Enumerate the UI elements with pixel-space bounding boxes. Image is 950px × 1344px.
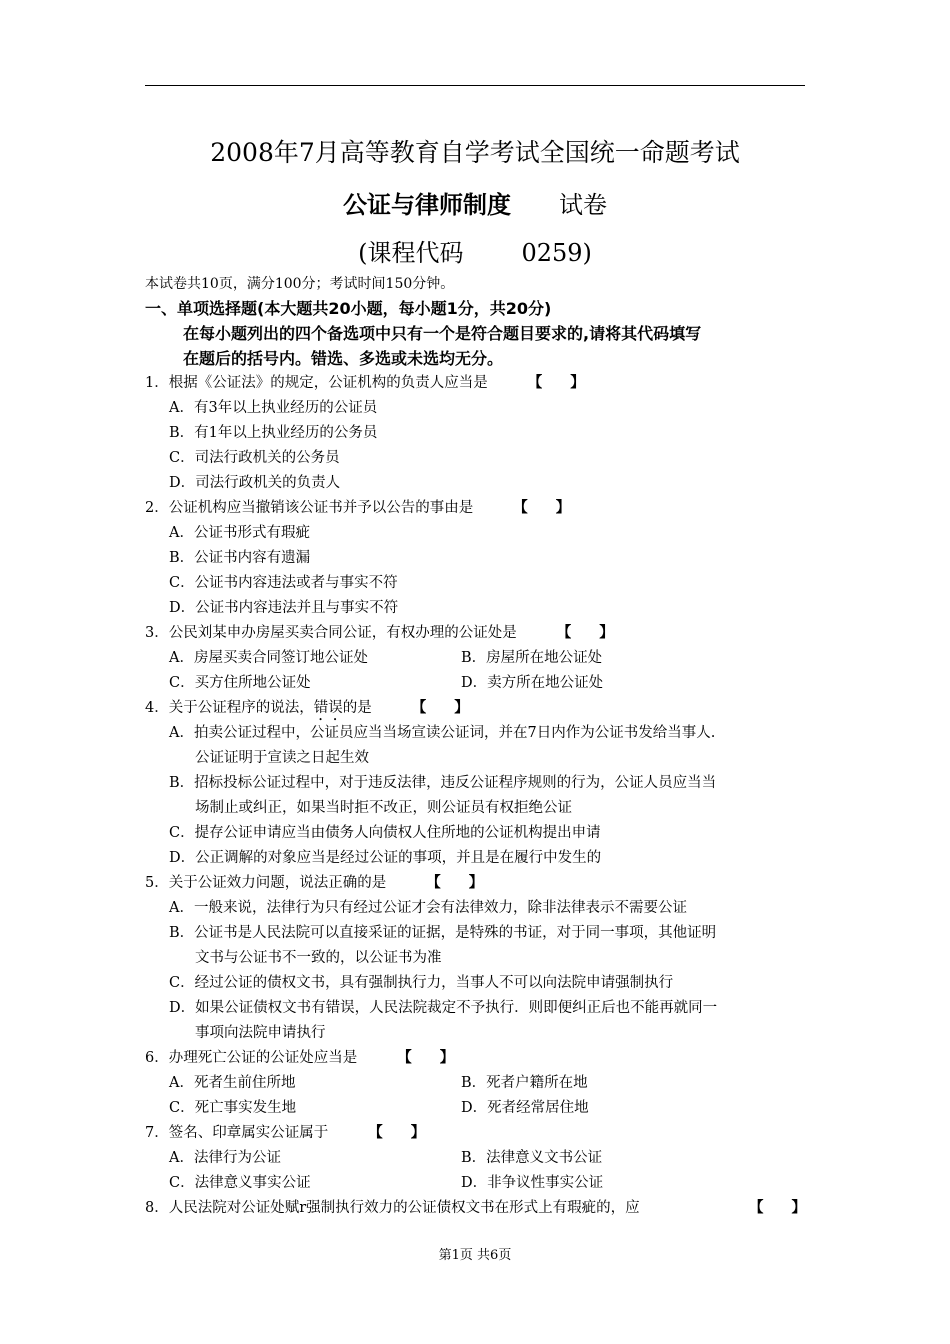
option-row	[145, 671, 815, 696]
question-stem: 2．公证机构应当撤销该公证书并予以公告的事由是	[145, 500, 474, 516]
question-stem: 1．根据《公证法》的规定，公证机构的负责人应当是	[145, 375, 488, 391]
course-title	[0, 185, 950, 220]
question-5	[145, 871, 815, 896]
option: C．提存公证申请应当由债务人向债权人住所地的公证机构提出申请	[169, 825, 601, 841]
option: B．公证书内容有遗漏	[169, 550, 311, 566]
option-row	[145, 1071, 815, 1096]
question-stem: 6．办理死亡公证的公证处应当是	[145, 1050, 358, 1066]
answer-bracket: 【 】	[397, 1050, 455, 1066]
option: A．死者生前住所地	[169, 1075, 296, 1091]
option: C．买方住所地公证处	[169, 675, 311, 691]
page-number: 第1页 共6页	[438, 1248, 512, 1263]
answer-bracket: 【 】	[411, 700, 469, 716]
option: A．有3年以上执业经历的公证员	[169, 400, 378, 416]
option: C．公证书内容违法或者与事实不符	[169, 575, 398, 591]
answer-bracket: 【 】	[556, 625, 614, 641]
course-code-value: 0259)	[521, 239, 592, 267]
option-row	[145, 646, 815, 671]
option: C．经过公证的债权文书，具有强制执行力，当事人不可以向法院申请强制执行	[169, 975, 674, 991]
option-row	[145, 1096, 815, 1121]
question-1	[145, 371, 815, 396]
exam-content	[145, 273, 815, 1221]
option: D．如果公证债权文书有错误，人民法院裁定不予执行．则即便纠正后也不能再就同一 事项向法院申请执行	[169, 1000, 718, 1041]
question-2	[145, 496, 815, 521]
course-code	[0, 233, 950, 268]
option: B．有1年以上执业经历的公务员	[169, 425, 378, 441]
option: B．招标投标公证过程中，对于违反法律，违反公证程序规则的行为，公证人员应当当 场制止或纠正，如果当时拒不改正，则公证员有权拒绝公证	[169, 775, 717, 816]
answer-bracket: 【 】	[368, 1125, 426, 1141]
header-rule	[145, 85, 805, 86]
option: B．法律意义文书公证	[461, 1150, 603, 1166]
question-stem: 8．人民法院对公证处赋r强制执行效力的公证债权文书在形式上有瑕疵的，应	[145, 1200, 640, 1216]
option: C．法律意义事实公证	[169, 1175, 311, 1191]
question-stem: 5．关于公证效力问题，说法正确的是	[145, 875, 387, 891]
option: D．司法行政机关的负责人	[169, 475, 341, 491]
option: A．法律行为公证	[169, 1150, 281, 1166]
option: A．公证书形式有瑕疵	[169, 525, 310, 541]
question-6	[145, 1046, 815, 1071]
question-4	[145, 696, 815, 721]
answer-bracket: 【 】	[426, 875, 484, 891]
paper-label: 试卷	[559, 191, 607, 219]
exam-title: 2008年7月高等教育自学考试全国统一命题考试	[210, 138, 740, 167]
option: D．死者经常居住地	[461, 1100, 589, 1116]
emphasis-word: 错误	[313, 700, 343, 716]
question-3	[145, 621, 815, 646]
question-stem: 3．公民刘某申办房屋买卖合同公证，有权办理的公证处是	[145, 625, 517, 641]
option: D．卖方所在地公证处	[461, 675, 604, 691]
option: B．公证书是人民法院可以直接采证的证据，是特殊的书证，对于同一事项，其他证明 文书与公证书不一致的，以公证书为准	[169, 925, 717, 966]
course-name: 公证与律师制度	[343, 191, 511, 219]
option: B．死者户籍所在地	[461, 1075, 588, 1091]
option: A．房屋买卖合同签订地公证处	[169, 650, 368, 666]
option: C．死亡事实发生地	[169, 1100, 297, 1116]
option: A．一般来说，法律行为只有经过公证才会有法律效力，除非法律表示不需要公证	[169, 900, 687, 916]
option-row	[145, 1146, 815, 1171]
question-stem: 7．签名、印章属实公证属于	[145, 1125, 329, 1141]
section-instruction-1: 在每小题列出的四个备选项中只有一个是符合题目要求的,请将其代码填写	[183, 324, 702, 343]
section-title: 一、单项选择题(本大题共20小题，每小题1分，共20分)	[145, 299, 552, 318]
exam-intro: 本试卷共10页，满分100分；考试时间150分钟。	[145, 276, 455, 292]
option: A．拍卖公证过程中，公证员应当当场宣读公证词，并在7日内作为公证书发给当事人. 公证证明于宣读之日起生效	[169, 725, 716, 766]
answer-bracket: 【 】	[749, 1200, 806, 1216]
question-stem: 4．关于公证程序的说法，错误的是	[145, 700, 372, 716]
option: D．公证书内容违法并且与事实不符	[169, 600, 399, 616]
question-8	[145, 1196, 815, 1221]
option: C．司法行政机关的公务员	[169, 450, 340, 466]
option: B．房屋所在地公证处	[461, 650, 603, 666]
answer-bracket: 【 】	[527, 375, 585, 391]
option: D．公正调解的对象应当是经过公证的事项，并且是在履行中发生的	[169, 850, 602, 866]
section-instruction-2: 在题后的括号内。错选、多选或未选均无分。	[183, 349, 504, 368]
option: D．非争议性事实公证	[461, 1175, 604, 1191]
question-7	[145, 1121, 815, 1146]
option-row	[145, 1171, 815, 1196]
answer-bracket: 【 】	[513, 500, 571, 516]
course-code-label: (课程代码	[358, 239, 464, 267]
